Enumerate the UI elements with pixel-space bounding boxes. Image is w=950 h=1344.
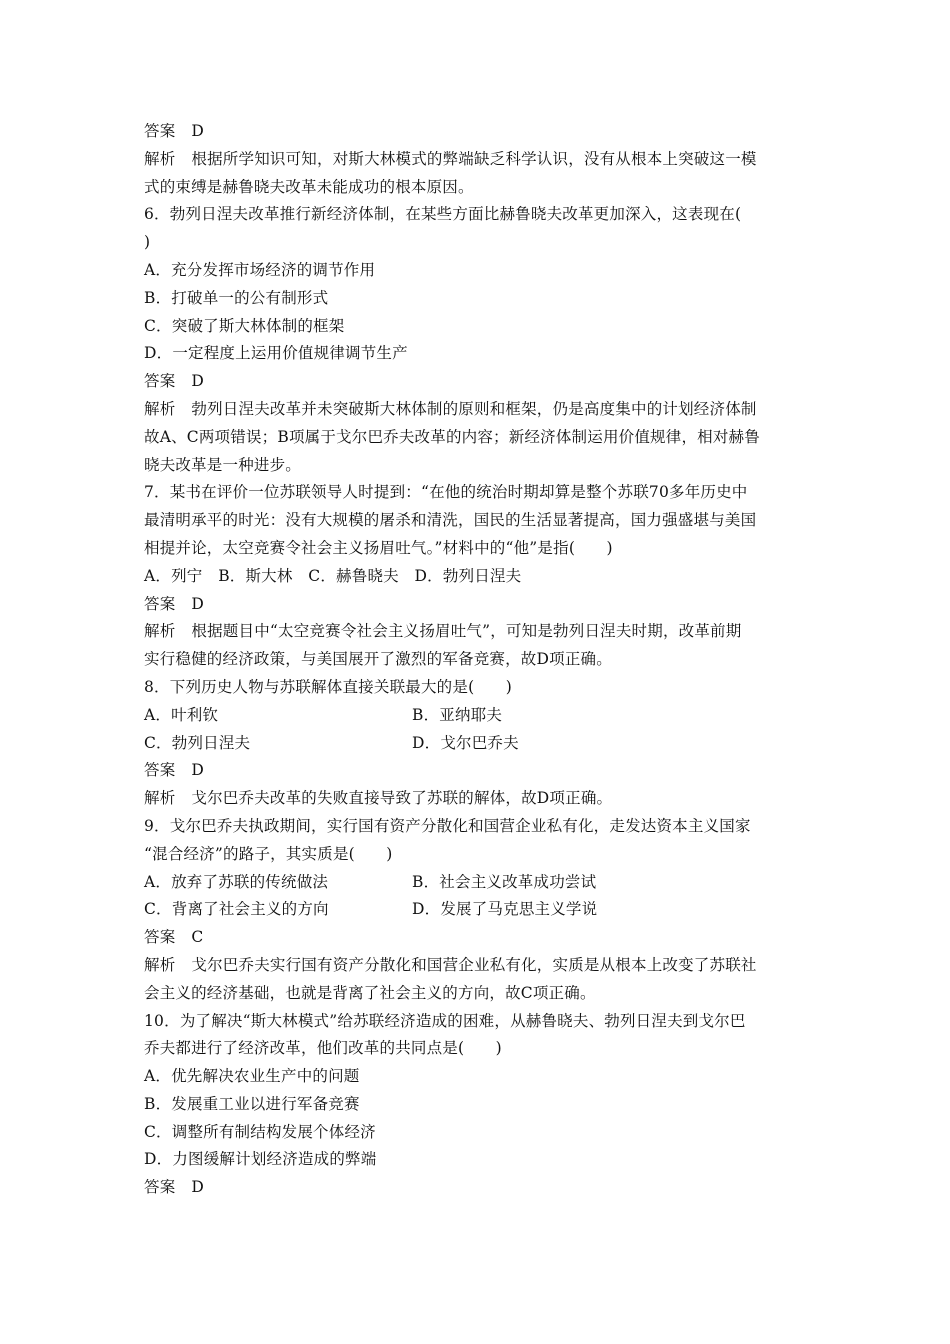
answer-label: 答案	[144, 122, 176, 140]
answer-label: 答案	[144, 928, 176, 947]
explanation-line	[144, 452, 814, 480]
document-page	[144, 118, 814, 1202]
answer-line	[144, 591, 814, 619]
option-item: B．发展重工业以进行军备竞赛	[144, 1094, 360, 1113]
explanation-label: 解析	[144, 149, 176, 168]
option-item: A．优先解决农业生产中的问题	[144, 1067, 360, 1086]
explanation-line	[144, 424, 814, 452]
question-stem: 10．为了解决“斯大林模式”给苏联经济造成的困难，从赫鲁晓夫、勃列日涅夫到戈尔巴	[144, 1011, 746, 1030]
answer-label: 答案	[144, 594, 176, 613]
answer-label: 答案	[144, 1178, 176, 1197]
option-item: C．突破了斯大林体制的框架	[144, 316, 345, 335]
option-item: D．力图缓解计划经济造成的弊端	[144, 1150, 377, 1169]
option-item: D．发展了马克思主义学说	[412, 900, 598, 919]
question-stem: “混合经济”的路子，其实质是( )	[144, 844, 393, 863]
answer-line	[144, 1174, 814, 1202]
explanation-text: 戈尔巴乔夫改革的失败直接导致了苏联的解体，故D项正确。	[191, 789, 613, 808]
option-item: D．戈尔巴乔夫	[412, 733, 519, 752]
explanation-text: 式的束缚是赫鲁晓夫改革未能成功的根本原因。	[144, 177, 474, 196]
option-item: A．充分发挥市场经济的调节作用	[144, 260, 376, 279]
option-item: B．亚纳耶夫	[412, 705, 503, 724]
option-item: A．叶利钦	[144, 705, 219, 724]
explanation-line	[144, 146, 814, 174]
option-row	[144, 730, 814, 758]
option-row	[144, 702, 814, 730]
option-item: D．一定程度上运用价值规律调节生产	[144, 344, 408, 363]
option-item: C．勃列日涅夫	[144, 733, 251, 752]
option-item: B．社会主义改革成功尝试	[412, 872, 597, 891]
answer-line	[144, 118, 814, 146]
answer-line	[144, 368, 814, 396]
explanation-label: 解析	[144, 622, 176, 641]
explanation-line	[144, 785, 814, 813]
question-stem: 最清明承平的时光：没有大规模的屠杀和清洗，国民的生活显著提高，国力强盛堪与美国	[144, 511, 757, 530]
option-item: C．调整所有制结构发展个体经济	[144, 1122, 376, 1141]
explanation-text: 晓夫改革是一种进步。	[144, 455, 302, 474]
explanation-text: 根据题目中“太空竞赛令社会主义扬眉吐气”，可知是勃列日涅夫时期，改革前期	[191, 622, 742, 641]
option-item: B．打破单一的公有制形式	[144, 288, 329, 307]
answer-value: D	[191, 122, 205, 140]
answer-line	[144, 757, 814, 785]
option-item: C．背离了社会主义的方向	[144, 900, 329, 919]
answer-value: D	[191, 372, 205, 391]
explanation-text: 戈尔巴乔夫实行国有资产分散化和国营企业私有化，实质是从根本上改变了苏联社	[191, 955, 757, 974]
explanation-line	[144, 396, 814, 424]
explanation-text: 勃列日涅夫改革并未突破斯大林体制的原则和框架，仍是高度集中的计划经济体制	[191, 399, 757, 418]
answer-line	[144, 924, 814, 952]
option-item: A．列宁 B．斯大林 C．赫鲁晓夫 D．勃列日涅夫	[144, 566, 522, 585]
explanation-text: 实行稳健的经济政策，与美国展开了激烈的军备竞赛，故D项正确。	[144, 650, 612, 669]
answer-value: D	[191, 761, 205, 780]
explanation-line	[144, 980, 814, 1008]
explanation-line	[144, 646, 814, 674]
explanation-label: 解析	[144, 955, 176, 974]
question-stem: )	[144, 233, 151, 252]
question-stem: 8．下列历史人物与苏联解体直接关联最大的是( )	[144, 677, 512, 696]
question-stem: 9．戈尔巴乔夫执政期间，实行国有资产分散化和国营企业私有化，走发达资本主义国家	[144, 816, 751, 835]
answer-label: 答案	[144, 372, 176, 391]
answer-label: 答案	[144, 761, 176, 780]
option-item: A．放弃了苏联的传统做法	[144, 872, 329, 891]
explanation-line	[144, 618, 814, 646]
answer-value: D	[191, 1178, 205, 1197]
explanation-line	[144, 952, 814, 980]
question-stem: 7．某书在评价一位苏联领导人时提到：“在他的统治时期却算是整个苏联70多年历史中	[144, 483, 748, 502]
question-stem: 乔夫都进行了经济改革，他们改革的共同点是( )	[144, 1039, 502, 1058]
explanation-label: 解析	[144, 789, 176, 808]
explanation-text: 根据所学知识可知，对斯大林模式的弊端缺乏科学认识，没有从根本上突破这一模	[191, 149, 757, 168]
explanation-label: 解析	[144, 399, 176, 418]
answer-value: D	[191, 594, 205, 613]
option-row	[144, 896, 814, 924]
explanation-text: 会主义的经济基础，也就是背离了社会主义的方向，故C项正确。	[144, 983, 596, 1002]
option-row	[144, 869, 814, 897]
question-stem: 相提并论，太空竞赛令社会主义扬眉吐气。”材料中的“他”是指( )	[144, 538, 613, 557]
explanation-text: 故A、C两项错误；B项属于戈尔巴乔夫改革的内容；新经济体制运用价值规律，相对赫鲁	[144, 427, 760, 446]
question-stem: 6．勃列日涅夫改革推行新经济体制，在某些方面比赫鲁晓夫改革更加深入，这表现在(	[144, 205, 742, 224]
explanation-line	[144, 174, 814, 202]
answer-value: C	[191, 928, 204, 947]
